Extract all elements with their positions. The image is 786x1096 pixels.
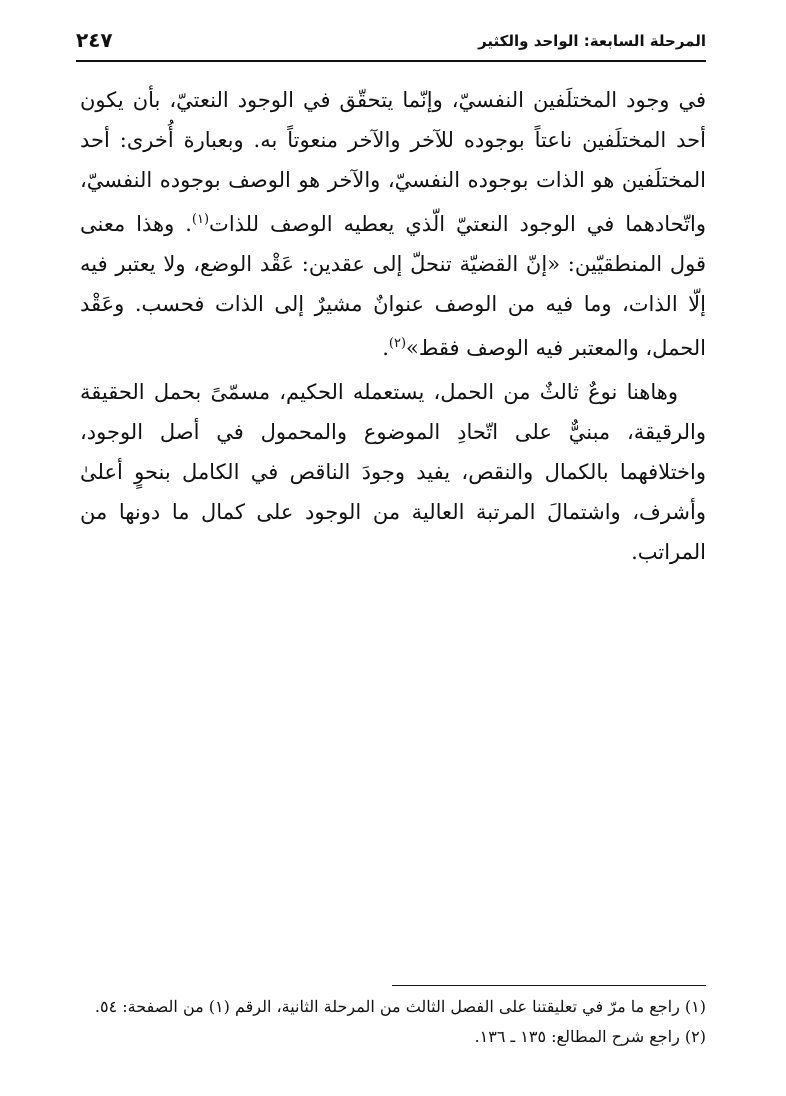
paragraph-1 — [80, 80, 706, 368]
page-number: ٢٤٧ — [76, 28, 113, 52]
footnote-ref-1: (١) — [191, 212, 210, 227]
footnote-2: (٢) راجع شرح المطالع: ١٣٥ ـ ١٣٦. — [474, 1027, 706, 1046]
paragraph-1-text: في وجود المختلَفين النفسيّ، وإنّما يتحقّق في الوجود النعتيّ، بأن يكون أحد المختلَفين ناعتاً بوجوده للآخر والآخر منعوتاً به. وبعبارة أُخرى: أحد المختلَفين هو الذات بوجوده النفسيّ، والآخر هو الوصف بوجوده النفسيّ، واتّحادهما في الوجود النعتيّ الّذي يعطيه الوصف للذات — [80, 88, 706, 236]
running-head: المرحلة السابعة: الواحد والكثير — [478, 32, 706, 50]
page-header — [76, 28, 706, 54]
paragraph-2: وهاهنا نوعٌ ثالثٌ من الحمل، يستعمله الحكيم، مسمّىً بحمل الحقيقة والرقيقة، مبنيٌّ على اتّحادِ الموضوع والمحمول في أصل الوجود، واختلافهما بالكمال والنقص، يفيد وجودَ الناقص في الكامل بنحوٍ أعلىٰ وأشرف، واشتمالَ المرتبة العالية من الوجود على كمال ما دونها من المراتب. — [80, 380, 706, 564]
footnote-1: (١) راجع ما مرّ في تعليقتنا على الفصل الثالث من المرحلة الثانية، الرقم (١) من الصفحة: ٥٤. — [94, 997, 706, 1016]
paragraph-1-continuation: . وهذا معنى قول المنطقيّين: «إنّ القضيّة تنحلّ إلى عقدين: عَقْد الوضع، ولا يعتبر فيه إلّا الذات، وما فيه من الوصف عنوانٌ مشيرٌ إلى الذات فحسب. وعَقْد الحمل، والمعتبر فيه الوصف فقط» — [80, 212, 706, 360]
header-rule — [76, 60, 706, 62]
footnote-rule — [392, 985, 706, 986]
paragraph-1-end: . — [382, 336, 389, 360]
main-text — [80, 80, 706, 572]
footnote-ref-2: (٢) — [388, 336, 407, 351]
footnotes — [80, 992, 706, 1052]
